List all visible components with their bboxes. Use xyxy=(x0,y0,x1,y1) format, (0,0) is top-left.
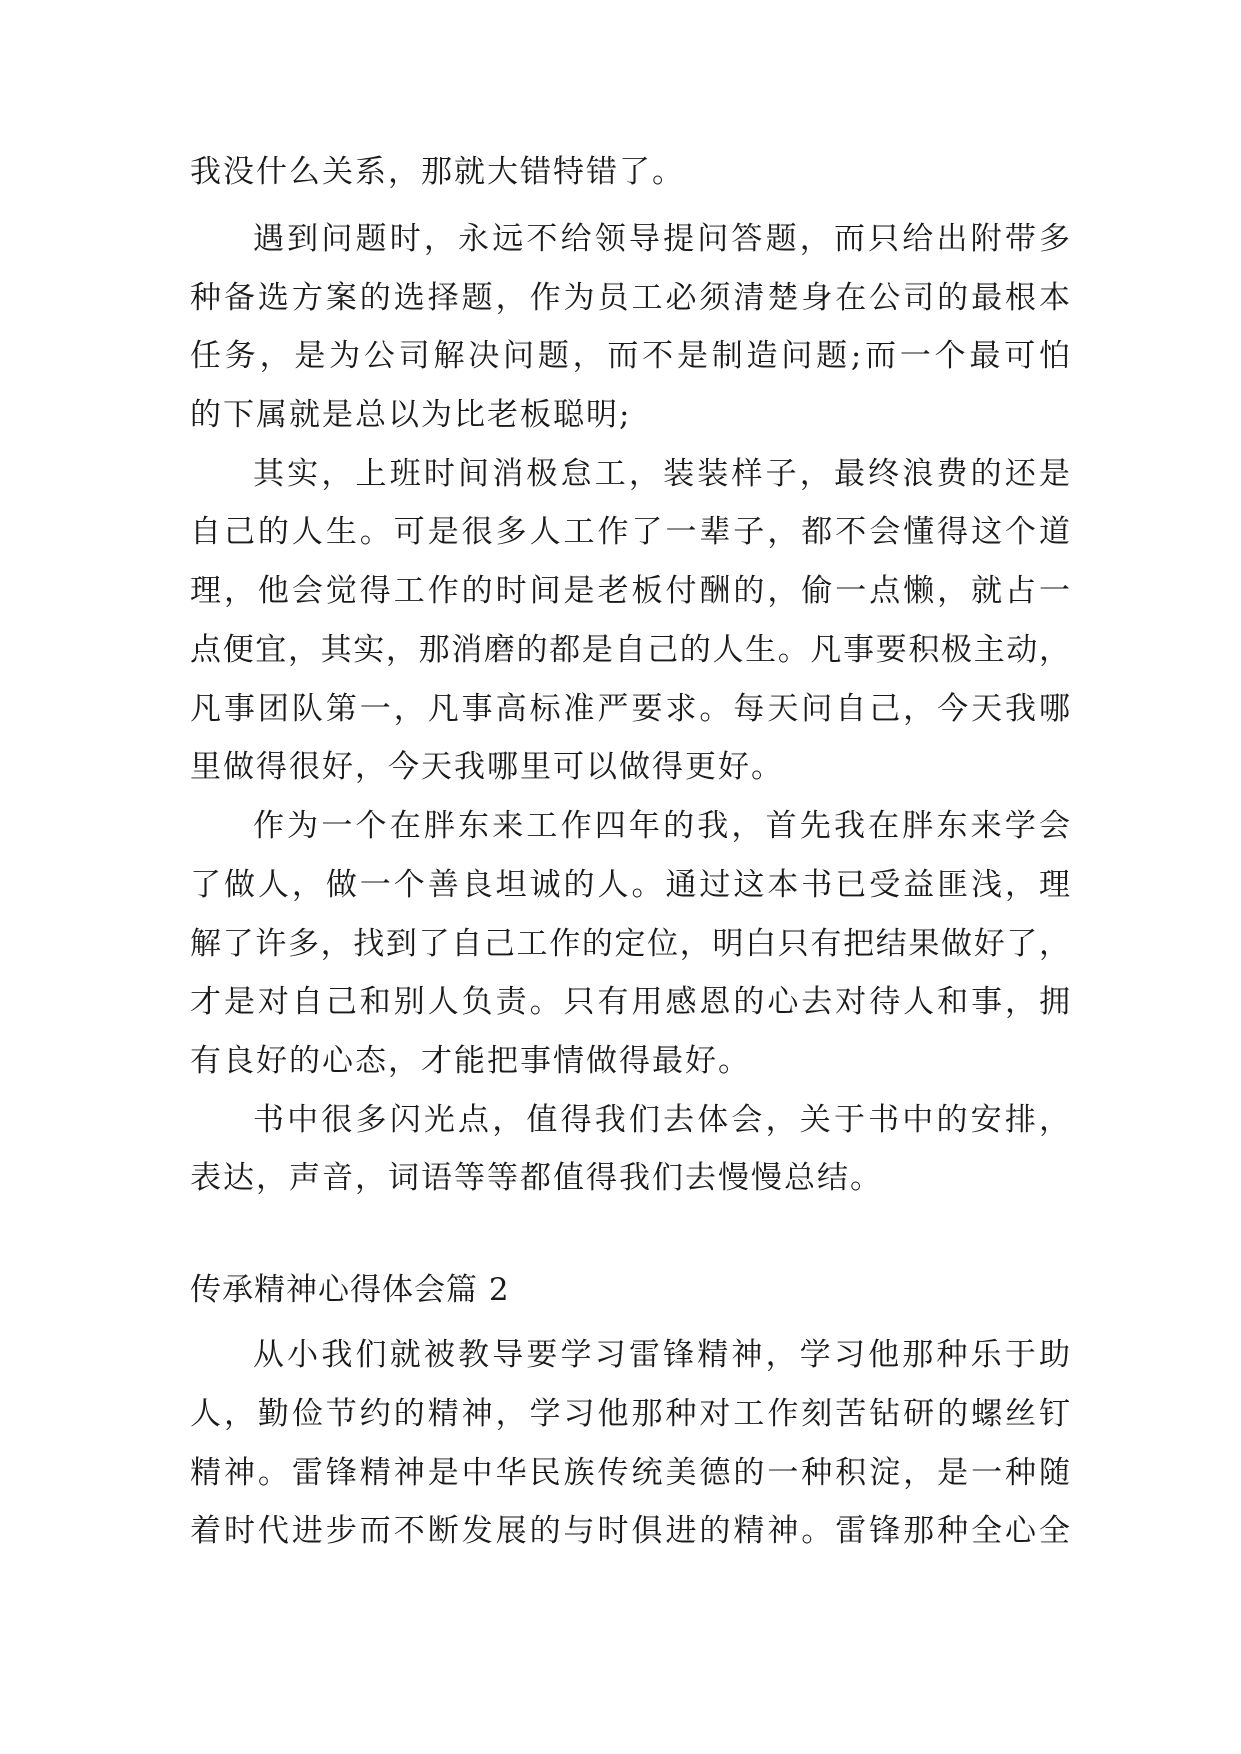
paragraph-line: 种备选方案的选择题，作为员工必须清楚身在公司的最根本 xyxy=(190,280,1070,316)
paragraph-line: 书中很多闪光点，值得我们去体会，关于书中的安排， xyxy=(253,1102,1070,1138)
paragraph-line: 里做得很好，今天我哪里可以做得更好。 xyxy=(190,749,784,785)
paragraph-line: 自己的人生。可是很多人工作了一辈子，都不会懂得这个道 xyxy=(190,514,1070,550)
paragraph-line: 作为一个在胖东来工作四年的我，首先我在胖东来学会 xyxy=(253,808,1070,844)
paragraph-line: 的下属就是总以为比老板聪明; xyxy=(190,397,632,433)
paragraph-line: 表达，声音，词语等等都值得我们去慢慢总结。 xyxy=(190,1160,883,1196)
paragraph-line: 任务，是为公司解决问题，而不是制造问题;而一个最可怕 xyxy=(190,338,1070,374)
paragraph-line: 理，他会觉得工作的时间是老板付酬的，偷一点懒，就占一 xyxy=(190,573,1070,609)
paragraph-line: 其实，上班时间消极怠工，装装样子，最终浪费的还是 xyxy=(253,456,1070,492)
paragraph-line: 精神。雷锋精神是中华民族传统美德的一种积淀，是一种随 xyxy=(190,1455,1070,1491)
paragraph-line: 解了许多，找到了自己工作的定位，明白只有把结果做好了， xyxy=(190,926,1070,962)
paragraph-line: 我没什么关系，那就大错特错了。 xyxy=(190,154,685,190)
paragraph-line: 了做人，做一个善良坦诚的人。通过这本书已受益匪浅，理 xyxy=(190,867,1070,903)
paragraph-line: 才是对自己和别人负责。只有用感恩的心去对待人和事，拥 xyxy=(190,984,1070,1020)
paragraph-line: 遇到问题时，永远不给领导提问答题，而只给出附带多 xyxy=(253,221,1070,257)
paragraph-line: 有良好的心态，才能把事情做得最好。 xyxy=(190,1043,751,1079)
paragraph-line: 着时代进步而不断发展的与时俱进的精神。雷锋那种全心全 xyxy=(190,1513,1070,1549)
paragraph-line: 凡事团队第一，凡事高标准严要求。每天问自己，今天我哪 xyxy=(190,691,1070,727)
section-heading: 传承精神心得体会篇 2 xyxy=(190,1272,510,1308)
paragraph-line: 人，勤俭节约的精神，学习他那种对工作刻苦钻研的螺丝钉 xyxy=(190,1396,1070,1432)
paragraph-line: 点便宜，其实，那消磨的都是自己的人生。凡事要积极主动， xyxy=(190,632,1070,668)
paragraph-line: 从小我们就被教导要学习雷锋精神，学习他那种乐于助 xyxy=(253,1337,1070,1373)
